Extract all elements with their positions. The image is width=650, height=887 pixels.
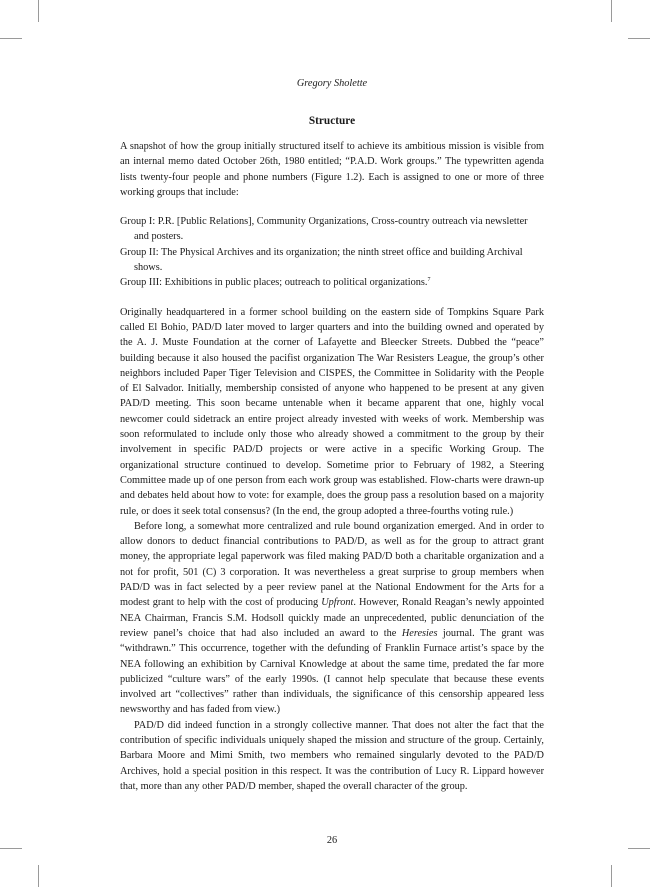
crop-mark: [0, 38, 22, 39]
crop-mark: [38, 0, 39, 22]
title-heresies: Heresies: [401, 627, 438, 639]
section-heading: Structure: [308, 115, 356, 127]
page-number: 26: [326, 835, 338, 846]
paragraph-nea-grant: [120, 519, 544, 718]
crop-mark: [611, 0, 612, 22]
title-upfront: Upfront: [321, 597, 354, 609]
para2-part-b: . However, Ronald Reagan’s newly appointed NEA Chairman, Francis S.M. Hodsoll quickly made an unprecedented, public denunciation of the review panel’s choice that had also included an award to the: [120, 597, 545, 639]
paragraph-headquarters: Originally headquartered in a former school building on the eastern side of Tompkins Square Park called El Bohio, PAD/D later moved to larger quarters and into the building owned and operated by the A. J. Muste Foundation at the corner of Lafayette and Bleecker Streets. Dubbed the “peace” building because it also housed the pacifist organization The War Resisters League, the group’s other neighbors included Paper Tiger Television and CISPES, the Committee in Solidarity with the People of El Salvador. Initially, membership consisted of anyone who happened to be present at any given PAD/D meeting. This soon became untenable when it became apparent that one, highly vocal newcomer could sidetrack an entire project already invested with weeks of work. Membership was soon reformulated to include only those who already showed a commitment to the group by their involvement in specific PAD/D projects or were active in a specific Working Group. The organizational structure continued to develop. Sometime prior to February of 1982, a Steering Committee made up of one person from each work group was established. Flow-charts were drawn-up and debates held about how to vote: for example, does the group pass a resolution based on a majority rule, or does it seek total consensus? (In the end, the group adopted a three-fourths voting rule.): [120, 306, 544, 517]
crop-mark: [628, 848, 650, 849]
crop-mark: [0, 848, 22, 849]
group-item-2: Group II: The Physical Archives and its organization; the ninth street office and building Archival shows.: [120, 246, 523, 274]
body-text: [120, 139, 544, 794]
paragraph-individuals: PAD/D did indeed function in a strongly collective manner. That does not alter the fact that the contribution of specific individuals uniquely shaped the mission and structure of the group. Certainly, Barbara Moore and Mimi Smith, two members who remained singularly devoted to the PAD/D Archives, hold a special position in this respect. It was the contribution of Lucy R. Lippard however that, more than any other PAD/D member, shaped the overall character of the group.: [120, 719, 544, 792]
running-head: Gregory Sholette: [296, 78, 368, 89]
group-item-3-text: Group III: Exhibitions in public places; outreach to political organizations.: [120, 277, 428, 289]
crop-mark: [628, 38, 650, 39]
footnote-marker: 7: [427, 277, 431, 284]
para2-part-c: journal. The grant was “withdrawn.” This occurrence, together with the defunding of Franklin Furnace artist’s space by the NEA following an exhibition by Carnival Knowledge at about the same time, predated the far more publicized “culture wars” of the early 1990s. (I cannot help speculate that because these events involved art “collectives” rather than individuals, the significance of this censorship appeared less newsworthy and has faded from view.): [120, 627, 544, 716]
intro-paragraph: A snapshot of how the group initially structured itself to achieve its ambitious mission is visible from an internal memo dated October 26th, 1980 entitled; “P.A.D. Work groups.” The typewritten agenda lists twenty-four people and phone numbers (Figure 1.2). Each is assigned to one or more of three working groups that include:: [120, 141, 544, 198]
crop-mark: [611, 865, 612, 887]
group-item-3: [120, 275, 544, 290]
para2-part-a: Before long, a somewhat more centralized and rule bound organization emerged. And in order to allow donors to deduct financial contributions to PAD/D, as well as for the group to attract grant money, the appropriate legal paperwork was filed making PAD/D both a charitable organization and a not for profit, 501 (C) 3 corporation. It was nevertheless a great surprise to group members when PAD/D was in fact selected by a peer review panel at the National Endowment for the Arts for a modest grant to help with the cost of producing: [120, 520, 544, 609]
crop-mark: [38, 865, 39, 887]
group-item-1: Group I: P.R. [Public Relations], Community Organizations, Cross-country outreach via newsletter and posters.: [120, 216, 528, 243]
